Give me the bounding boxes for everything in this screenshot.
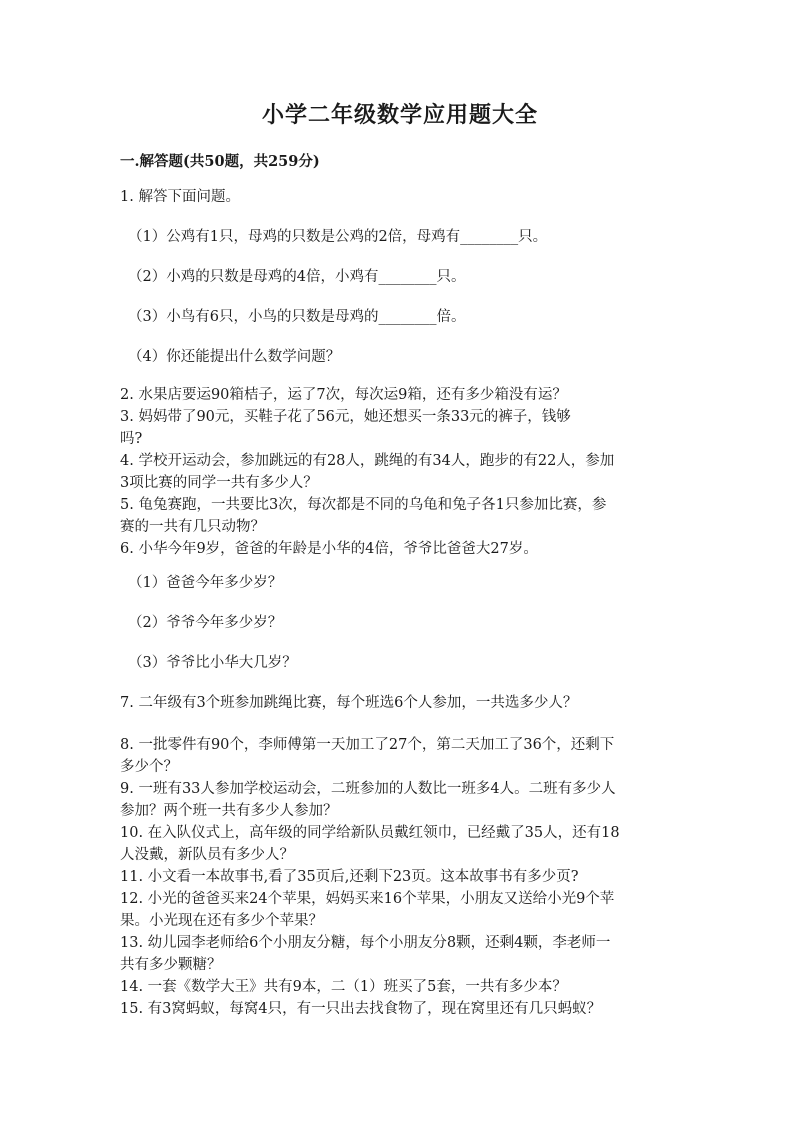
question-5-line-2: 赛的一共有几只动物？ [120, 519, 265, 535]
question-6-part-3: （3）爷爷比小华大几岁？ [128, 655, 297, 671]
question-1-part-1: （1）公鸡有1只，母鸡的只数是公鸡的2倍，母鸡有________只。 [128, 229, 548, 245]
page-title: 小学二年级数学应用题大全 [261, 102, 538, 128]
question-12-line-2: 果。小光现在还有多少个苹果？ [120, 913, 323, 929]
question-6-part-1: （1）爸爸今年多少岁？ [128, 575, 283, 591]
question-13-line-2: 共有多少颗糖？ [120, 957, 222, 973]
question-1-part-2: （2）小鸡的只数是母鸡的4倍，小鸡有________只。 [128, 269, 466, 285]
question-14: 14. 一套《数学大王》共有9本，二（1）班买了5套，一共有多少本？ [120, 979, 567, 995]
question-12-line-1: 12. 小光的爸爸买来24个苹果，妈妈买来16个苹果，小朋友又送给小光9个苹 [120, 891, 615, 907]
question-10-line-2: 人没戴，新队员有多少人？ [120, 847, 294, 863]
question-3-line-2: 吗? [120, 431, 143, 447]
question-1-part-3: （3）小鸟有6只，小鸟的只数是母鸡的________倍。 [128, 309, 466, 325]
question-3-line-1: 3. 妈妈带了90元，买鞋子花了56元，她还想买一条33元的裤子，钱够 [120, 409, 571, 425]
question-13-line-1: 13. 幼儿园李老师给6个小朋友分糖，每个小朋友分8颗，还剩4颗，李老师一 [120, 935, 611, 951]
question-2: 2. 水果店要运90箱桔子，运了7次，每次运9箱，还有多少箱没有运？ [120, 387, 567, 403]
question-8-line-1: 8. 一批零件有90个，李师傅第一天加工了27个，第二天加工了36个，还剩下 [120, 737, 615, 753]
question-11: 11. 小文看一本故事书,看了35页后,还剩下23页。这本故事书有多少页? [120, 869, 579, 885]
question-1-part-4: （4）你还能提出什么数学问题？ [128, 349, 341, 365]
question-9-line-2: 参加？两个班一共有多少人参加？ [120, 803, 338, 819]
question-10-line-1: 10. 在入队仪式上，高年级的同学给新队员戴红领巾，已经戴了35人，还有18 [120, 825, 620, 841]
question-9-line-1: 9. 一班有33人参加学校运动会，二班参加的人数比一班多4人。二班有多少人 [120, 781, 616, 797]
question-4-line-2: 3项比赛的同学一共有多少人？ [120, 475, 318, 491]
question-4-line-1: 4. 学校开运动会，参加跳远的有28人，跳绳的有34人，跑步的有22人，参加 [120, 453, 615, 469]
question-15: 15. 有3窝蚂蚁，每窝4只，有一只出去找食物了，现在窝里还有几只蚂蚁？ [120, 1001, 602, 1017]
section-heading: 一.解答题(共50题，共259分) [120, 153, 320, 170]
question-1: 1. 解答下面问题。 [120, 189, 240, 205]
question-6-part-2: （2）爷爷今年多少岁？ [128, 615, 283, 631]
question-5-line-1: 5. 龟兔赛跑，一共要比3次，每次都是不同的乌龟和兔子各1只参加比赛，参 [120, 497, 607, 513]
question-6: 6. 小华今年9岁，爸爸的年龄是小华的4倍，爷爷比爸爸大27岁。 [120, 541, 538, 557]
question-8-line-2: 多少个？ [120, 759, 178, 775]
question-7: 7. 二年级有3个班参加跳绳比赛，每个班选6个人参加，一共选多少人？ [120, 695, 578, 711]
